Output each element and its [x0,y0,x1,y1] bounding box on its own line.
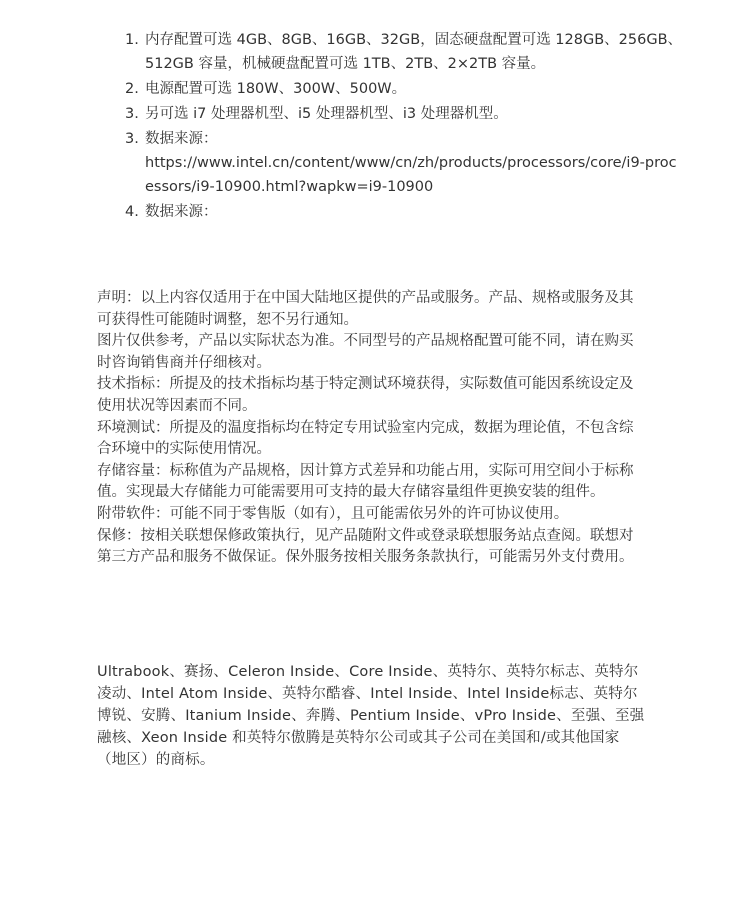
note-number: 3. [125,106,139,122]
note-number: 2. [125,81,139,97]
note-item [125,28,685,76]
disclaimer-software: 附带软件：可能不同于零售版（如有），且可能需依另外的许可协议使用。 [97,505,569,522]
note-number: 3. [125,131,139,147]
note-body [145,127,685,199]
notes-list [125,28,685,225]
note-text: 电源配置可选 180W、300W、500W。 [145,81,407,97]
disclaimer-images: 图片仅供参考，产品以实际状态为准。不同型号的产品规格配置可能不同，请在购买时咨询销售商并仔细核对。 [97,333,634,371]
disclaimer-statement: 声明：以上内容仅适用于在中国大陆地区提供的产品或服务。产品、规格或服务及其可获得性可能随时调整，恕不另行通知。 [97,290,634,328]
disclaimer-section [97,288,645,569]
disclaimer-warranty: 保修：按相关联想保修政策执行，见产品随附文件或登录联想服务站点查阅。联想对第三方产品和服务不做保证。保外服务按相关服务条款执行，可能需另外支付费用。 [97,527,634,566]
source-url: https://www.intel.cn/content/www/cn/zh/products/processors/core/i9-processors/i9-10900.html?wapkw=i9-10900 [145,155,677,195]
note-text: 内存配置可选 4GB、8GB、16GB、32GB，固态硬盘配置可选 128GB、256GB、512GB 容量，机械硬盘配置可选 1TB、2TB、2×2TB 容量。 [145,32,683,72]
disclaimer-env-test: 环境测试：所提及的温度指标均在特定专用试验室内完成，数据为理论值，不包含综合环境中的实际使用情况。 [97,419,634,458]
note-item [125,200,685,224]
note-text: 数据来源： [145,204,218,220]
note-item [125,77,685,101]
note-item [125,127,685,199]
disclaimer-storage: 存储容量：标称值为产品规格，因计算方式差异和功能占用，实际可用空间小于标称值。实现最大存储能力可能需要用可支持的最大存储容量组件更换安装的组件。 [97,462,634,501]
note-text: 另可选 i7 处理器机型、i5 处理器机型、i3 处理器机型。 [145,106,508,122]
note-text: 数据来源： [145,131,218,147]
note-number: 1. [125,32,139,48]
note-item [125,102,685,126]
note-number: 4. [125,204,139,220]
trademark-notice: Ultrabook、赛扬、Celeron Inside、Core Inside、英特尔、英特尔标志、英特尔凌动、Intel Atom Inside、英特尔酷睿、Intel Inside、Intel Inside标志、英特尔博锐、安腾、Itanium Inside、奔腾、Pentium Inside、vPro Inside、至强、至强融核、Xeon Inside 和英特尔傲腾是英特尔公司或其子公司在美国和/或其他国家（地区）的商标。 [97,664,645,768]
disclaimer-tech-specs: 技术指标：所提及的技术指标均基于特定测试环境获得，实际数值可能因系统设定及使用状况等因素而不同。 [97,376,634,414]
